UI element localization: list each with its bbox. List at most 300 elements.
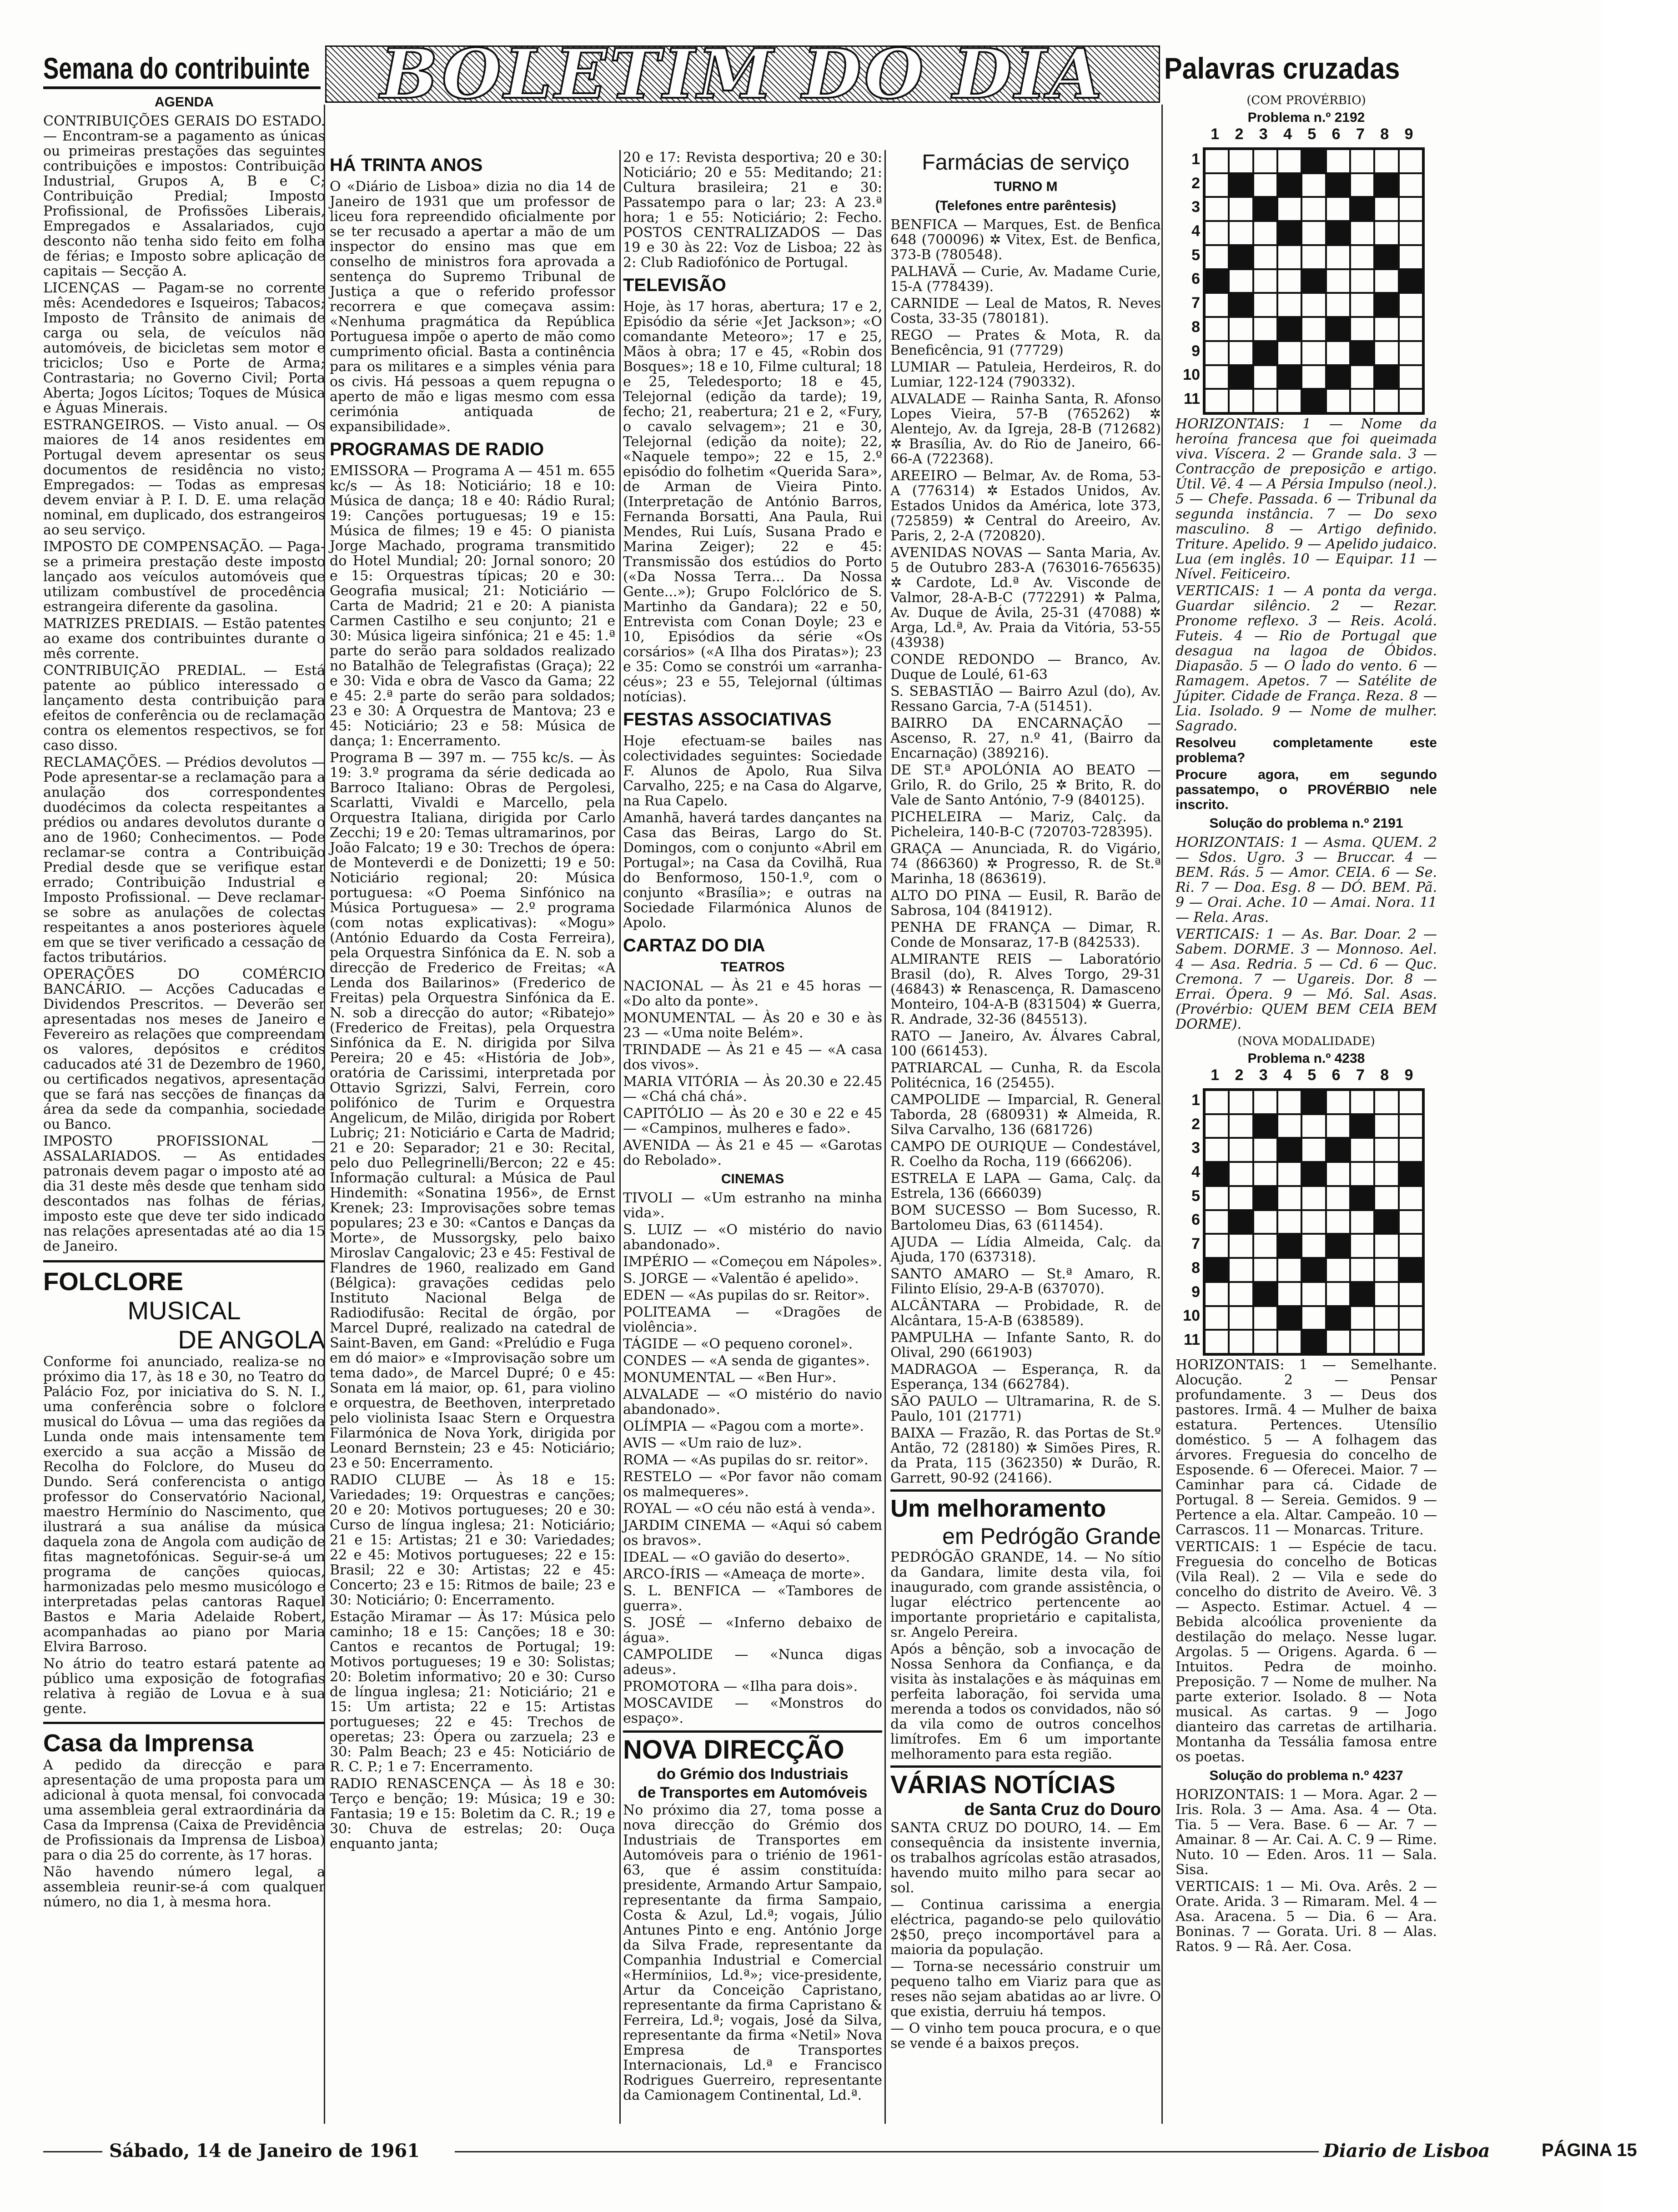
crossword-cell [1399, 1330, 1423, 1354]
crossword-cell [1326, 1114, 1350, 1138]
crossword-cell [1205, 1090, 1229, 1114]
crossword-cell [1374, 1306, 1398, 1330]
crossword-cell [1301, 245, 1326, 269]
column-radio [330, 150, 615, 1853]
row-number: 9 [1191, 342, 1200, 360]
list-item: GRAÇA — Anunciada, R. do Vigário, 74 (866360) ✲ Progresso, R. de St.ª Marinha, 18 (863619). [890, 841, 1161, 887]
column-number: 7 [1356, 1066, 1365, 1084]
crossword-cell [1399, 1162, 1423, 1186]
crossword-cell [1277, 173, 1301, 197]
list-item: S. JOSÉ — «Inferno debaixo de água». [623, 1615, 882, 1646]
crossword-cell [1326, 149, 1350, 173]
column-number: 8 [1380, 126, 1389, 143]
crossword-cell [1399, 1258, 1423, 1282]
paragraph: RADIO CLUBE — Às 18 e 15: Variedades; 19: Orquestras e canções; 20 e 20: Motivos portugueses; 20 e 30: Curso de língua inglesa; 21: Noticiário; 21 e 15: Artistas; 21 e 30: Variedades; 22 e 45: Motivos portugueses; 22 e 15: Brasil; 22 e 30: Artistas; 22 e 45: Concerto; 23 e 15: Ritmos de baile; 23 e 30: Noticiário; 0: Encerramento. [330, 1472, 615, 1608]
list-item: CAPITÓLIO — Às 20 e 30 e 22 e 45 — «Campinos, mulheres e fado». [623, 1106, 882, 1136]
crossword-cell [1229, 1210, 1253, 1234]
varias-subtitle: de Santa Cruz do Douro [964, 1800, 1161, 1819]
row-number: 8 [1191, 318, 1200, 336]
crossword-cell [1399, 317, 1423, 341]
paragraph: HORIZONTAIS: 1 — Semelhante. Alocução. 2 — Pensar profundamente. 3 — Deus dos pastores. Irmã. 4 — Mulher de baixa estatura. Pertences. Utensílio doméstico. 5 — A folhagem das árvores. Freguesia do concelho de Esposende. 6 — Oferecei. Maior. 7 — Caminhar para cá. Cidade de Portugal. 8 — Sereia. Gemidos. 9 — Pertence a ela. Altar. Campeão. 10 — Carrascos. 11 — Monarcas. Triture. [1176, 1357, 1437, 1538]
row-number: 3 [1191, 198, 1200, 216]
crossword-cell [1301, 389, 1326, 413]
row-numbers [1176, 147, 1203, 411]
crossword-cell [1205, 1210, 1229, 1234]
paragraph: Hoje efectuam-se bailes nas colectividades seguintes: Sociedade F. Alunos de Apolo, Rua Silva Carvalho, 225; e na Casa do Algarve, na Rua Capelo. [623, 733, 882, 809]
crossword-cell [1301, 1090, 1326, 1114]
list-item: S. SEBASTIÃO — Bairro Azul (do), Av. Ressano Garcia, 7-A (51451). [890, 684, 1161, 714]
list-item: MADRAGOA — Esperança, R. da Esperança, 134 (662784). [890, 1362, 1161, 1393]
list-item: ARCO-ÍRIS — «Ameaça de morte». [623, 1566, 865, 1582]
crossword-cell [1205, 221, 1229, 245]
crossword-cell [1277, 1186, 1301, 1210]
crossword-cell [1399, 389, 1423, 413]
list-item: ESTRELA E LAPA — Gama, Calç. da Estrela, 136 (666039) [890, 1171, 1161, 1202]
paragraph: HORIZONTAIS: 1 — Nome da heroína francesa que foi queimada viva. Víscera. 2 — Grande sala. 3 — Contracção de preposição e artigo. Útil. Vê. 4 — A Pérsia Impulso (neol.). 5 — Chefe. Passada. 6 — Tribunal da segunda instância. 7 — Do sexo masculino. 8 — Artigo definido. Triture. Apelido. 9 — Apelido judaico. Lua (em inglês. 10 — Equipar. 11 — Nível. Feiticeiro. [1176, 416, 1437, 582]
crossword-cell [1253, 293, 1277, 317]
crossword-4238 [1176, 1066, 1437, 1357]
imprensa-title: Casa da Imprensa [43, 1722, 325, 1758]
crossword-cell [1399, 173, 1423, 197]
list-item: S. LUIZ — «O mistério do navio abandonado». [623, 1222, 882, 1253]
cartaz-title: CARTAZ DO DIA [623, 935, 765, 955]
column-number: 1 [1211, 1066, 1220, 1084]
paragraph: OPERAÇÕES DO COMÉRCIO BANCÁRIO. — Acções Caducadas e Dividendos Prescritos. — Deverão ser apresentadas nos meses de Janeiro e Fevereiro as relações que compreendam os valores, depósitos e créditos caducados até 31 de Dezembro de 1960, ou certificados negativos, apresentação que se fará nas secções de finanças da área da sede da companhia, sociedade ou Banco. [43, 966, 325, 1132]
crossword-2192 [1176, 126, 1437, 417]
list-item: ALCÂNTARA — Probidade, R. de Alcântara, 15-A-B (638589). [890, 1298, 1161, 1329]
crossword-cell [1229, 1114, 1253, 1138]
list-item: LUMIAR — Patuleia, Herdeiros, R. do Lumiar, 122-124 (790332). [890, 359, 1161, 390]
crossword-cell [1350, 1234, 1374, 1258]
problema-4238-title: Problema n.º 4238 [1247, 1051, 1365, 1066]
crossword-cell [1229, 365, 1253, 389]
column-number: 4 [1283, 126, 1292, 143]
paragraph: Hoje, às 17 horas, abertura; 17 e 2, Episódio da série «Jet Jackson»; «O comandante Meteoro»; 17 e 25, Mãos à obra; 17 e 45, «Robin dos Bosques»; 18 e 10, Filme cultural; 18 e 25, Teledesporto; 18 e 45, Telejornal (edição da tarde); 19, fecho; 21, reabertura; 21 e 2, «Fury, o cavalo selvagem»; 21 e 30, Telejornal (edição da noite); 22, «Naquele tempo»; 22 e 15, 2.º episódio do folhetim «Querida Sara», de Arman de Vieira Pinto. (Interpretação de António Barros, Fernanda Borsatti, Ana Paula, Rui Mendes, Rui Luís, Susana Prado e Marina Zeiger); 22 e 45: Transmissão dos estúdios do Porto («Da Nossa Terra... Da Nossa Gente...»); Grupo Folclórico de S. Martinho da Gandara); 22 e 50, Entrevista com Conan Doyle; 23 e 10, Episódios da série «Os corsários» («A Ilha dos Piratas»); 23 e 35: Como se constrói um «arranha-céus»; 23 e 55, Telejornal (últimas notícias). [623, 299, 882, 705]
nova-modalidade: (NOVA MODALIDADE) [1237, 1035, 1375, 1048]
list-item: ALTO DO PINA — Eusil, R. Barão de Sabrosa, 104 (841912). [890, 888, 1161, 919]
list-item: IMPÉRIO — «Começou em Nápoles». [623, 1254, 882, 1270]
paragraph: Resolveu completamente este problema? [1176, 735, 1437, 765]
crossword-cell [1399, 1282, 1423, 1306]
crossword-cell [1277, 389, 1301, 413]
crossword-cell [1253, 245, 1277, 269]
melhoramento-heading [890, 1489, 1161, 1550]
paragraph: Programa B — 397 m. — 755 kc/s. — Às 19: 3.º programa da série dedicada ao Barroco Italiano: Obras de Pergolesi, Scarlatti, Vivaldi e Marcello, pela Orquestra Italiana, dirigida por Carlo Zecchi; 19 e 20: Temas ultramarinos, por João Falcato; 19 e 30: Trechos de ópera: de Monteverdi e de Donizetti; 19 e 50: Noticiário regional; 20: Música portuguesa: «O Poema Sinfónico na Música Portuguesa» — 2.º programa (com notas explicativas): «Mogu» (António Eduardo da Costa Ferreira), pela Orquestra Sinfónica da E. N. sob a direcção de Frederico de Freitas; «A Lenda dos Bailarinos» (Frederico de Freitas) pela Orquestra Sinfónica da E. N. sob a direcção do autor; «Ribatejo» (Frederico de Freitas), pela Orquestra Sinfónica da E. N. dirigida por Silva Pereira; 20 e 45: «História de Job», oratória de Carissimi, interpretada por Ottavio Sgrizzi, Salvi, Ferrein, coro polifónico de Turim e Orquestra Angelicum, de Milão, dirigida por Robert Lubriç; 21: Noticiário e Carta de Madrid; 21 e 20: Separador; 21 e 30: Recital, pelo duo Pellegrinelli/Bercon; 22 e 45: Informação cultural: a Música de Paul Hindemith: «Sonatina 1956», de Ernst Krenek; 23: Improvisações sobre temas populares; 23 e 30: «Cantos e Danças da Morte», de Mussorgsky, pelo baixo Miroslav Cangalovic; 23 e 45: Festival de Flandres de 1960, realizado em Gand (Bélgica): gravações cedidas pelo Instituto Nacional Belga de Radiodifusão: Recital de órgão, por Marcel Dupré, realizado na catedral de Saint-Baven, em Gand: «Prelúdio e Fuga em dó maior» e «Improvisação sobre um tema dado», de Marcel Dupré; 0 e 45: Sonata em lá maior, op. 61, para violino e orquestra, de Beethoven, interpretado pelo violinista Isaac Stern e Orquestra Filarmónica de Nova York, dirigida por Leonard Bernstein; 23 e 45: Noticiário; 23 e 50: Encerramento. [330, 750, 615, 1471]
list-item: PROMOTORA — «Ilha para dois». [623, 1679, 858, 1694]
crossword-cell [1229, 1258, 1253, 1282]
crossword-cell [1326, 221, 1350, 245]
list-item: AVENIDA — Às 21 e 45 — «Garotas do Rebolado». [623, 1137, 882, 1168]
list-item: MARIA VITÓRIA — Às 20.30 e 22.45 — «Chá chá chá». [623, 1074, 882, 1105]
crossword-cell [1229, 1234, 1253, 1258]
direccao-subtitle-1: do Grémio dos Industriais [657, 1765, 849, 1783]
list-item: PALHAVÃ — Curie, Av. Madame Curie, 15-A (778439). [890, 264, 1161, 295]
crossword-cell [1326, 1258, 1350, 1282]
folclore-title-2: MUSICAL [127, 1296, 241, 1325]
paragraph: 20 e 17: Revista desportiva; 20 e 30: Noticiário; 20 e 55: Meditando; 21: Cultura brasileira; 21 e 30: Passatempo para o lar; 23: A 23.ª hora; 1 e 55: Noticiário; 2: Fecho. POSTOS CENTRALIZADOS — Das 19 e 30 às 22: Voz de Lisboa; 22 às 2: Club Radiofónico de Portugal. [623, 150, 882, 271]
direccao-heading [623, 1730, 882, 1802]
crossword-cell [1350, 1258, 1374, 1282]
crossword-cell [1253, 1210, 1277, 1234]
crossword-cell [1277, 221, 1301, 245]
crossword-cell [1350, 1186, 1374, 1210]
paragraph: Após a bênção, sob a invocação de Nossa Senhora da Confiança, e da visita às instalações e às máquinas em perfeita laboração, foi servida uma merenda a todos os convidados, não só da vila como de outros concelhos limítrofes. Em 6 um importante melhoramento para esta região. [890, 1641, 1161, 1762]
crossword-cell [1374, 173, 1398, 197]
crossword-cell [1229, 317, 1253, 341]
column-number: 1 [1211, 126, 1220, 143]
column-number: 9 [1404, 1066, 1413, 1084]
crossword-cell [1229, 245, 1253, 269]
paragraph: — Torna-se necessário construir um pequeno talho em Viariz para que as reses não sejam abatidas ao ar livre. O que existia, derruiu há tempos. [890, 1959, 1161, 2020]
paragraph: No átrio do teatro estará patente ao público uma exposição de fotografias relativa à região de Lovua e à sua gente. [43, 1656, 325, 1717]
list-item: CONDE REDONDO — Branco, Av. Duque de Loulé, 61-63 [890, 652, 1161, 683]
row-number: 7 [1191, 294, 1200, 312]
crossword-cell [1229, 173, 1253, 197]
crossword-cell [1374, 317, 1398, 341]
melhoramento-title: Um melhoramento [890, 1495, 1106, 1522]
crossword-cell [1277, 1306, 1301, 1330]
crossword-cell [1229, 269, 1253, 293]
crossword-cell [1229, 1282, 1253, 1306]
crossword-cell [1301, 149, 1326, 173]
crossword-cell [1229, 1306, 1253, 1330]
paragraph: Amanhã, haverá tardes dançantes na Casa das Beiras, Largo do St. Domingos, com o conjunto «Abril em Portugal»; na Casa da Covilhã, Rua do Benformoso, 150-1.º, com o conjunto «Brasília»; e outras na Sociedade Filarmónica Alunos de Apolo. [623, 810, 882, 931]
crossword-cell [1326, 341, 1350, 365]
paragraph: ESTRANGEIROS. — Visto anual. — Os maiores de 14 anos residentes em Portugal devem apresentar os seus documentos de residência no visto; Empregados: — Todas as empresas devem enviar à P. I. D. E. uma relação nominal, em duplicado, dos estrangeiros ao seu serviço. [43, 417, 325, 538]
crossword-cell [1301, 317, 1326, 341]
list-item: RATO — Janeiro, Av. Álvares Cabral, 100 (661453). [890, 1028, 1161, 1059]
crossword-cell [1253, 389, 1277, 413]
crossword-cell [1253, 317, 1277, 341]
paragraph: — O vinho tem pouca procura, e o que se vende é a baixos preços. [890, 2021, 1161, 2051]
list-item: BOM SUCESSO — Bom Sucesso, R. Bartolomeu Dias, 63 (611454). [890, 1202, 1161, 1233]
crossword-cell [1301, 197, 1326, 221]
melhoramento-subtitle: em Pedrógão Grande [942, 1523, 1161, 1549]
crossword-cell [1205, 149, 1229, 173]
crossword-cell [1253, 149, 1277, 173]
crossword-cell [1326, 173, 1350, 197]
crossword-cell [1229, 1186, 1253, 1210]
row-number: 8 [1191, 1259, 1200, 1277]
paragraph: PEDRÓGÃO GRANDE, 14. — No sítio da Gandara, limite desta vila, foi inaugurado, com grande assistência, o lugar eléctrico pertencente ao importante proprietário e capitalista, sr. Angelo Pereira. [890, 1549, 1161, 1640]
crossword-cell [1301, 365, 1326, 389]
paragraph: MATRIZES PREDIAIS. — Estão patentes ao exame dos contribuintes durante o mês corrente. [43, 616, 325, 662]
list-item: ALVALADE — «O mistério do navio abandonado». [623, 1387, 882, 1418]
crossword-cell [1205, 1114, 1229, 1138]
crossword-cell [1253, 1114, 1277, 1138]
column-rule [1161, 105, 1163, 2124]
varias-title: VÁRIAS NOTÍCIAS [890, 1770, 1115, 1799]
paragraph: IMPOSTO DE COMPENSAÇÃO. — Paga-se a primeira prestação deste imposto lançado aos veículos automóveis que utilizam combustível de procedência estrangeira diferente da gasolina. [43, 539, 325, 615]
crossword-cell [1374, 1186, 1398, 1210]
crossword-cell [1326, 365, 1350, 389]
crossword-cell [1205, 1138, 1229, 1162]
farmacias-list [890, 217, 1161, 1486]
varias-heading [890, 1765, 1161, 1820]
row-number: 4 [1191, 1163, 1200, 1181]
list-item: POLITEAMA — «Dragões de violência». [623, 1304, 882, 1335]
column-contribuinte [43, 91, 325, 1911]
list-item: PAMPULHA — Infante Santo, R. do Olival, 290 (661903) [890, 1330, 1161, 1361]
crossword-cell [1253, 173, 1277, 197]
paragraph: VERTICAIS: 1 — Mi. Ova. Arês. 2 — Orate. Arida. 3 — Rimaram. Mel. 4 — Asa. Aracena. 5 — Dia. 6 — Ara. Boninas. 7 — Gorata. Uri. 8 — Alas. Ratos. 9 — Râ. Aer. Cosa. [1176, 1879, 1437, 1955]
crossword-cell [1253, 365, 1277, 389]
paragraph: SANTA CRUZ DO DOURO, 14. — Em consequência da insistente invernia, os trabalhos agrícolas estão atrasados, havendo muito milho para secar ao sol. [890, 1820, 1161, 1896]
crossword-cell [1277, 269, 1301, 293]
crossword-cell [1253, 221, 1277, 245]
crossword-cell [1374, 1330, 1398, 1354]
festas-title: FESTAS ASSOCIATIVAS [623, 709, 832, 729]
column-palavras-cruzadas [1176, 91, 1437, 1956]
crossword-cell [1399, 197, 1423, 221]
crossword-cell [1399, 245, 1423, 269]
crossword-cell [1253, 1138, 1277, 1162]
crossword-cell [1277, 1138, 1301, 1162]
cinemas-title: CINEMAS [721, 1171, 784, 1186]
problema-2192-title: Problema n.º 2192 [1247, 110, 1365, 125]
list-item: DE ST.ª APOLÓNIA AO BEATO — Grilo, R. do Grilo, 25 ✲ Brito, R. do Vale de Santo António, 7-9 (840125). [890, 762, 1161, 808]
crossword-cell [1326, 1210, 1350, 1234]
paragraph: — Continua carissima a energia eléctrica, pagando-se pelo quilovátio 2$50, preço incomportável para a maioria da população. [890, 1897, 1161, 1958]
paragraph: O «Diário de Lisboa» dizia no dia 14 de Janeiro de 1931 que um professor de liceu fora repreendido oficialmente por se ter recusado a apertar a mão de um inspector do ensino mas que em conselho de ministros fora aprovada a sentença do Supremo Tribunal de Justiça a que o referido professor recorrera e que começava assim: «Nenhuma pragmática da República Portuguesa impõe o aperto de mão como cumprimento oficial. Basta a continência para os militares e a simples vénia para os civis. Há pessoas a quem repugna o aperto de mão e ligas mesmo com essa cerimónia antiquada de expansibilidade». [330, 179, 615, 435]
solucao-2191-title: Solução do problema n.º 2191 [1209, 816, 1403, 831]
crossword-cell [1374, 1138, 1398, 1162]
crossword-cell [1277, 1162, 1301, 1186]
crossword-cell [1350, 149, 1374, 173]
crossword-cell [1326, 1330, 1350, 1354]
crossword-cell [1399, 1234, 1423, 1258]
paragraph: CONTRIBUIÇÃO PREDIAL. — Está patente ao público interessado o lançamento desta contribuição para efeitos de conferência ou de reclamação contra os elementos respectivos, se for caso disso. [43, 663, 325, 754]
crossword-cell [1205, 341, 1229, 365]
crossword-cell [1399, 221, 1423, 245]
list-item: AJUDA — Lídia Almeida, Calç. da Ajuda, 170 (637318). [890, 1234, 1161, 1265]
paragraph: VERTICAIS: 1 — As. Bar. Doar. 2 — Sabem. DORME. 3 — Monnoso. Ael. 4 — Asa. Redria. 5 — Cd. 6 — Quc. Cremona. 7 — Ugareis. Dor. 8 — Errai. Ópera. 9 — Mó. Sal. Asas. (Provérbio: QUEM BEM CEIA BEM DORME). [1176, 926, 1437, 1032]
list-item: PATRIARCAL — Cunha, R. da Escola Politécnica, 16 (25455). [890, 1060, 1161, 1091]
crossword-cell [1253, 1282, 1277, 1306]
crossword-cell [1350, 1306, 1374, 1330]
crossword-cell [1229, 1162, 1253, 1186]
list-item: MONUMENTAL — «Ben Hur». [623, 1370, 837, 1386]
crossword-cell [1301, 293, 1326, 317]
crossword-cell [1253, 1186, 1277, 1210]
row-number: 3 [1191, 1139, 1200, 1157]
tv-title: TELEVISÃO [623, 275, 726, 295]
crossword-cell [1326, 197, 1350, 221]
row-number: 1 [1191, 151, 1200, 168]
crossword-cell [1374, 1114, 1398, 1138]
crossword-cell [1374, 1210, 1398, 1234]
crossword-cell [1374, 293, 1398, 317]
crossword-cell [1350, 365, 1374, 389]
crossword-cell [1277, 1282, 1301, 1306]
column-tv-cartaz [623, 150, 882, 2105]
row-number: 11 [1184, 1331, 1200, 1348]
list-item: NACIONAL — Às 21 e 45 horas — «Do alto da ponte». [623, 978, 882, 1009]
crossword-cell [1301, 1330, 1326, 1354]
crossword-cell [1350, 1090, 1374, 1114]
crossword-cell [1205, 1162, 1229, 1186]
crossword-cell [1277, 149, 1301, 173]
crossword-cell [1399, 1306, 1423, 1330]
crossword-cell [1229, 1330, 1253, 1354]
crossword-cell [1205, 245, 1229, 269]
list-item: PENHA DE FRANÇA — Dimar, R. Conde de Monsaraz, 17-B (842533). [890, 920, 1161, 950]
crossword-cell [1301, 1282, 1326, 1306]
row-number: 7 [1191, 1235, 1200, 1253]
crossword-cell [1350, 245, 1374, 269]
crossword-cell [1374, 1234, 1398, 1258]
crossword-cell [1374, 365, 1398, 389]
paragraph: RECLAMAÇÕES. — Prédios devolutos — Pode apresentar-se a reclamação para a anulação dos correspondentes duodécimos da colecta respeitantes a prédios ou andares devolutos durante o ano de 1960; Conhecimentos. — Pode reclamar-se contra a Contribuição Predial desde que se verifique estar errado; Contribuição Industrial e Imposto Profissional. — Deve reclamar-se sobre as anulações de colectas respeitantes a anos posteriores àquele em que se tiver verificado a cessação de factos tributários. [43, 754, 325, 965]
crossword-cell [1277, 1114, 1301, 1138]
teatros-title: TEATROS [720, 960, 785, 975]
column-farmacias [890, 150, 1161, 2053]
crossword-cell [1374, 269, 1398, 293]
crossword-cell [1399, 149, 1423, 173]
list-item: CAMPO DE OURIQUE — Condestável, R. Coelho da Rocha, 119 (666206). [890, 1139, 1161, 1170]
crossword-cell [1301, 1186, 1326, 1210]
row-numbers [1176, 1088, 1203, 1352]
crossword-cell [1374, 1258, 1398, 1282]
list-item: AVENIDAS NOVAS — Santa Maria, Av. 5 de Outubro 283-A (763016-765635) ✲ Cardote, Ld.ª Av. Visconde de Valmor, 28-A-B-C (772291) ✲ Palma, Av. Duque de Ávila, 25-31 (47088) ✲ Arga, Ld.ª, Av. Praia da Vitória, 53-55 (43938) [890, 545, 1161, 651]
crossword-cell [1374, 341, 1398, 365]
trinta-anos-title: HÁ TRINTA ANOS [330, 155, 483, 175]
crossword-grid [1203, 147, 1425, 415]
row-number: 4 [1191, 222, 1200, 240]
farmacias-turno: TURNO M [994, 179, 1058, 194]
list-item: BENFICA — Marques, Est. de Benfica 648 (700096) ✲ Vitex, Est. de Benfica, 373-B (780548). [890, 217, 1161, 263]
footer-paper: Diario de Lisboa [1323, 2140, 1490, 2162]
row-number: 11 [1184, 390, 1200, 407]
crossword-cell [1350, 269, 1374, 293]
crossword-cell [1277, 1210, 1301, 1234]
column-numbers [1203, 126, 1421, 143]
paragraph: Procure agora, em segundo passatempo, o PROVÉRBIO nele inscrito. [1176, 767, 1437, 812]
crossword-cell [1350, 1138, 1374, 1162]
right-column-title: Palavras cruzadas [1164, 51, 1400, 85]
crossword-cell [1350, 221, 1374, 245]
column-number: 4 [1283, 1066, 1292, 1084]
crossword-cell [1350, 197, 1374, 221]
crossword-cell [1253, 1162, 1277, 1186]
crossword-cell [1229, 1090, 1253, 1114]
crossword-cell [1277, 197, 1301, 221]
column-number: 8 [1380, 1066, 1389, 1084]
row-number: 9 [1191, 1283, 1200, 1301]
crossword-cell [1399, 1210, 1423, 1234]
folclore-title-1: FOLCLORE [43, 1267, 183, 1296]
paragraph: Conforme foi anunciado, realiza-se no próximo dia 17, às 18 e 30, no Teatro do Palácio Foz, por iniciativa do S. N. I., uma conferência sobre o folclore musical do Lôvua — uma das regiões da Lunda onde mais intensamente tem exercido a sua acção a Missão de Recolha do Folclore, do Museu do Dundo. Será conferencista o antigo professor do Conservatório Nacional, maestro Hermínio do Nascimento, que ilustrará a sua análise da música daquela zona de Angola com audição de fitas magnetofónicas. Seguir-se-á um programa de canções quiocas, harmonizadas pelo mesmo musicólogo e interpretadas pelas cantoras Raquel Bastos e Maria Adelaide Robert, acompanhadas ao piano por Maria Elvira Barroso. [43, 1354, 325, 1655]
column-number: 9 [1404, 126, 1413, 143]
list-item: ROYAL — «O céu não está à venda». [623, 1501, 876, 1517]
crossword-cell [1205, 317, 1229, 341]
crossword-cell [1301, 1162, 1326, 1186]
paragraph: CONTRIBUIÇÕES GERAIS DO ESTADO. — Encontram-se a pagamento as únicas ou primeiras prestações das seguintes contribuições e impostos: Contribuição Industrial, Grupos A, B e C; Contribuição Predial; Imposto Profissional, de Profissões Liberais, Empregados e Assalariados, cujo desconto não tenha sido feito em folha de férias; e Imposto sobre aplicação de capitais — Secção A. [43, 113, 325, 279]
list-item: S. L. BENFICA — «Tambores de guerra». [623, 1583, 882, 1614]
solucao-4237-title: Solução do problema n.º 4237 [1209, 1768, 1403, 1783]
crossword-cell [1301, 1138, 1326, 1162]
footer-date: Sábado, 14 de Janeiro de 1961 [109, 2140, 420, 2162]
footer-rule [43, 2151, 102, 2152]
list-item: JARDIM CINEMA — «Aqui só cabem os bravos». [623, 1518, 882, 1548]
column-number: 3 [1259, 1066, 1268, 1084]
crossword-cell [1301, 221, 1326, 245]
row-number: 5 [1191, 1187, 1200, 1205]
crossword-cell [1374, 389, 1398, 413]
crossword-cell [1399, 1114, 1423, 1138]
crossword-cell [1301, 341, 1326, 365]
crossword-cell [1277, 1090, 1301, 1114]
list-item: TRINDADE — Às 21 e 45 — «A casa dos vivos». [623, 1042, 882, 1073]
list-item: ALMIRANTE REIS — Laboratório Brasil (do), R. Alves Torgo, 29-31 (46843) ✲ Renascença, R. Damasceno Monteiro, 104-A-B (831504) ✲ Guerra, R. Andrade, 32-36 (845513). [890, 951, 1161, 1027]
paragraph: EMISSORA — Programa A — 451 m. 655 kc/s — Às 18: Noticiário; 18 e 10: Música de dança; 18 e 40: Rádio Rural; 19: Canções portuguesas; 19 e 15: Música de filmes; 19 e 45: O pianista Jorge Machado, programa transmitido do Hotel Mundial; 20: Jornal sonoro; 20 e 15: Orquestras típicas; 20 e 30: Geografia musical; 21: Noticiário — Carta de Madrid; 21 e 20: A pianista Carmen Castilho e seu conjunto; 21 e 30: Música ligeira sinfónica; 21 e 45: 1.ª parte do serão para soldados realizado no Batalhão de Telegrafistas (Graça); 22 e 30: Vida e obra de Vasco da Gama; 22 e 45: 2.ª parte do serão para soldados; 23 e 30: A Orquestra de Mantova; 23 e 45: Noticiário; 23 e 58: Música de dança; 1: Encerramento. [330, 463, 615, 749]
paragraph: No próximo dia 27, toma posse a nova direcção do Grémio dos Industriais de Transportes em Automóveis para o triénio de 1961-63, que é assim constituída: presidente, Armando Artur Sampaio, representante da firma Sampaio, Costa & Azul, Ld.ª; vogais, Júlio Antunes Pinto e eng. António Jorge da Silva Frade, representante da Companhia Industrial e Comercial «Hermíniios, Ld.ª»; vice-presidente, Artur da Conceição Capristano, representante da firma Capristano & Ferreira, Ld.ª; vogais, José da Silva, representante da firma «Netil» Nova Empresa de Transportes Internacionais, Ld.ª e Francisco Rodrigues Guerreiro, representante da Camionagem Continental, Ld.ª. [623, 1802, 882, 2103]
crossword-cell [1326, 269, 1350, 293]
crossword-cell [1205, 1282, 1229, 1306]
list-item: AVIS — «Um raio de luz». [623, 1435, 802, 1451]
crossword-cell [1277, 293, 1301, 317]
farmacias-title: Farmácias de serviço [922, 151, 1130, 175]
crossword-cell [1205, 1186, 1229, 1210]
crossword-cell [1253, 269, 1277, 293]
paragraph: HORIZONTAIS: 1 — Mora. Agar. 2 — Iris. Rola. 3 — Ama. Asa. 4 — Ota. Tia. 5 — Vera. Base. 6 — Ar. 7 — Amainar. 8 — Ar. Cai. A. C. 9 — Rime. Nuto. 10 — Eden. Aros. 11 — Sala. Sisa. [1176, 1787, 1437, 1878]
crossword-cell [1326, 317, 1350, 341]
column-number: 7 [1356, 126, 1365, 143]
crossword-cell [1301, 269, 1326, 293]
crossword-cell [1374, 149, 1398, 173]
column-numbers [1203, 1066, 1421, 1084]
crossword-cell [1374, 221, 1398, 245]
crossword-cell [1399, 365, 1423, 389]
crossword-cell [1229, 197, 1253, 221]
crossword-cell [1253, 1330, 1277, 1354]
column-number: 2 [1235, 1066, 1244, 1084]
crossword-cell [1205, 197, 1229, 221]
crossword-cell [1326, 1138, 1350, 1162]
left-column-title: Semana do contribuinte [43, 50, 321, 89]
crossword-cell [1229, 389, 1253, 413]
column-rule [884, 150, 886, 2124]
crossword-cell [1374, 1090, 1398, 1114]
crossword-cell [1253, 1258, 1277, 1282]
list-item: TIVOLI — «Um estranho na minha vida». [623, 1190, 882, 1221]
crossword-cell [1301, 1258, 1326, 1282]
crossword-cell [1326, 293, 1350, 317]
column-number: 6 [1331, 1066, 1341, 1084]
list-item: ROMA — «As pupilas do sr. reitor». [623, 1452, 869, 1468]
row-number: 1 [1191, 1091, 1200, 1109]
com-proverbio: (COM PROVÉRBIO) [1246, 94, 1366, 107]
crossword-cell [1229, 341, 1253, 365]
crossword-cell [1350, 1114, 1374, 1138]
list-item: SANTO AMARO — St.ª Amaro, R. Filinto Elísio, 29-A-B (637070). [890, 1266, 1161, 1297]
crossword-grid [1203, 1088, 1425, 1356]
crossword-cell [1326, 1090, 1350, 1114]
list-item: BAIRRO DA ENCARNAÇÃO — Ascenso, R. 27, n.º 41, (Bairro da Encarnação) (389216). [890, 715, 1161, 761]
radio-title: PROGRAMAS DE RADIO [330, 439, 544, 459]
folclore-title-3: DE ANGOLA [178, 1325, 325, 1354]
row-number: 2 [1191, 174, 1200, 192]
row-number: 5 [1191, 246, 1200, 264]
row-number: 10 [1183, 1307, 1200, 1325]
crossword-cell [1277, 341, 1301, 365]
crossword-cell [1350, 293, 1374, 317]
crossword-cell [1399, 341, 1423, 365]
crossword-cell [1350, 1282, 1374, 1306]
crossword-cell [1301, 1114, 1326, 1138]
crossword-cell [1253, 1306, 1277, 1330]
paragraph: RADIO RENASCENÇA — Às 18 e 30: Terço e benção; 19: Música; 19 e 30: Fantasia; 19 e 15: Boletim da C. R.; 19 e 30: Chuva de estrelas; 20: Ouça enquanto janta; [330, 1776, 615, 1852]
